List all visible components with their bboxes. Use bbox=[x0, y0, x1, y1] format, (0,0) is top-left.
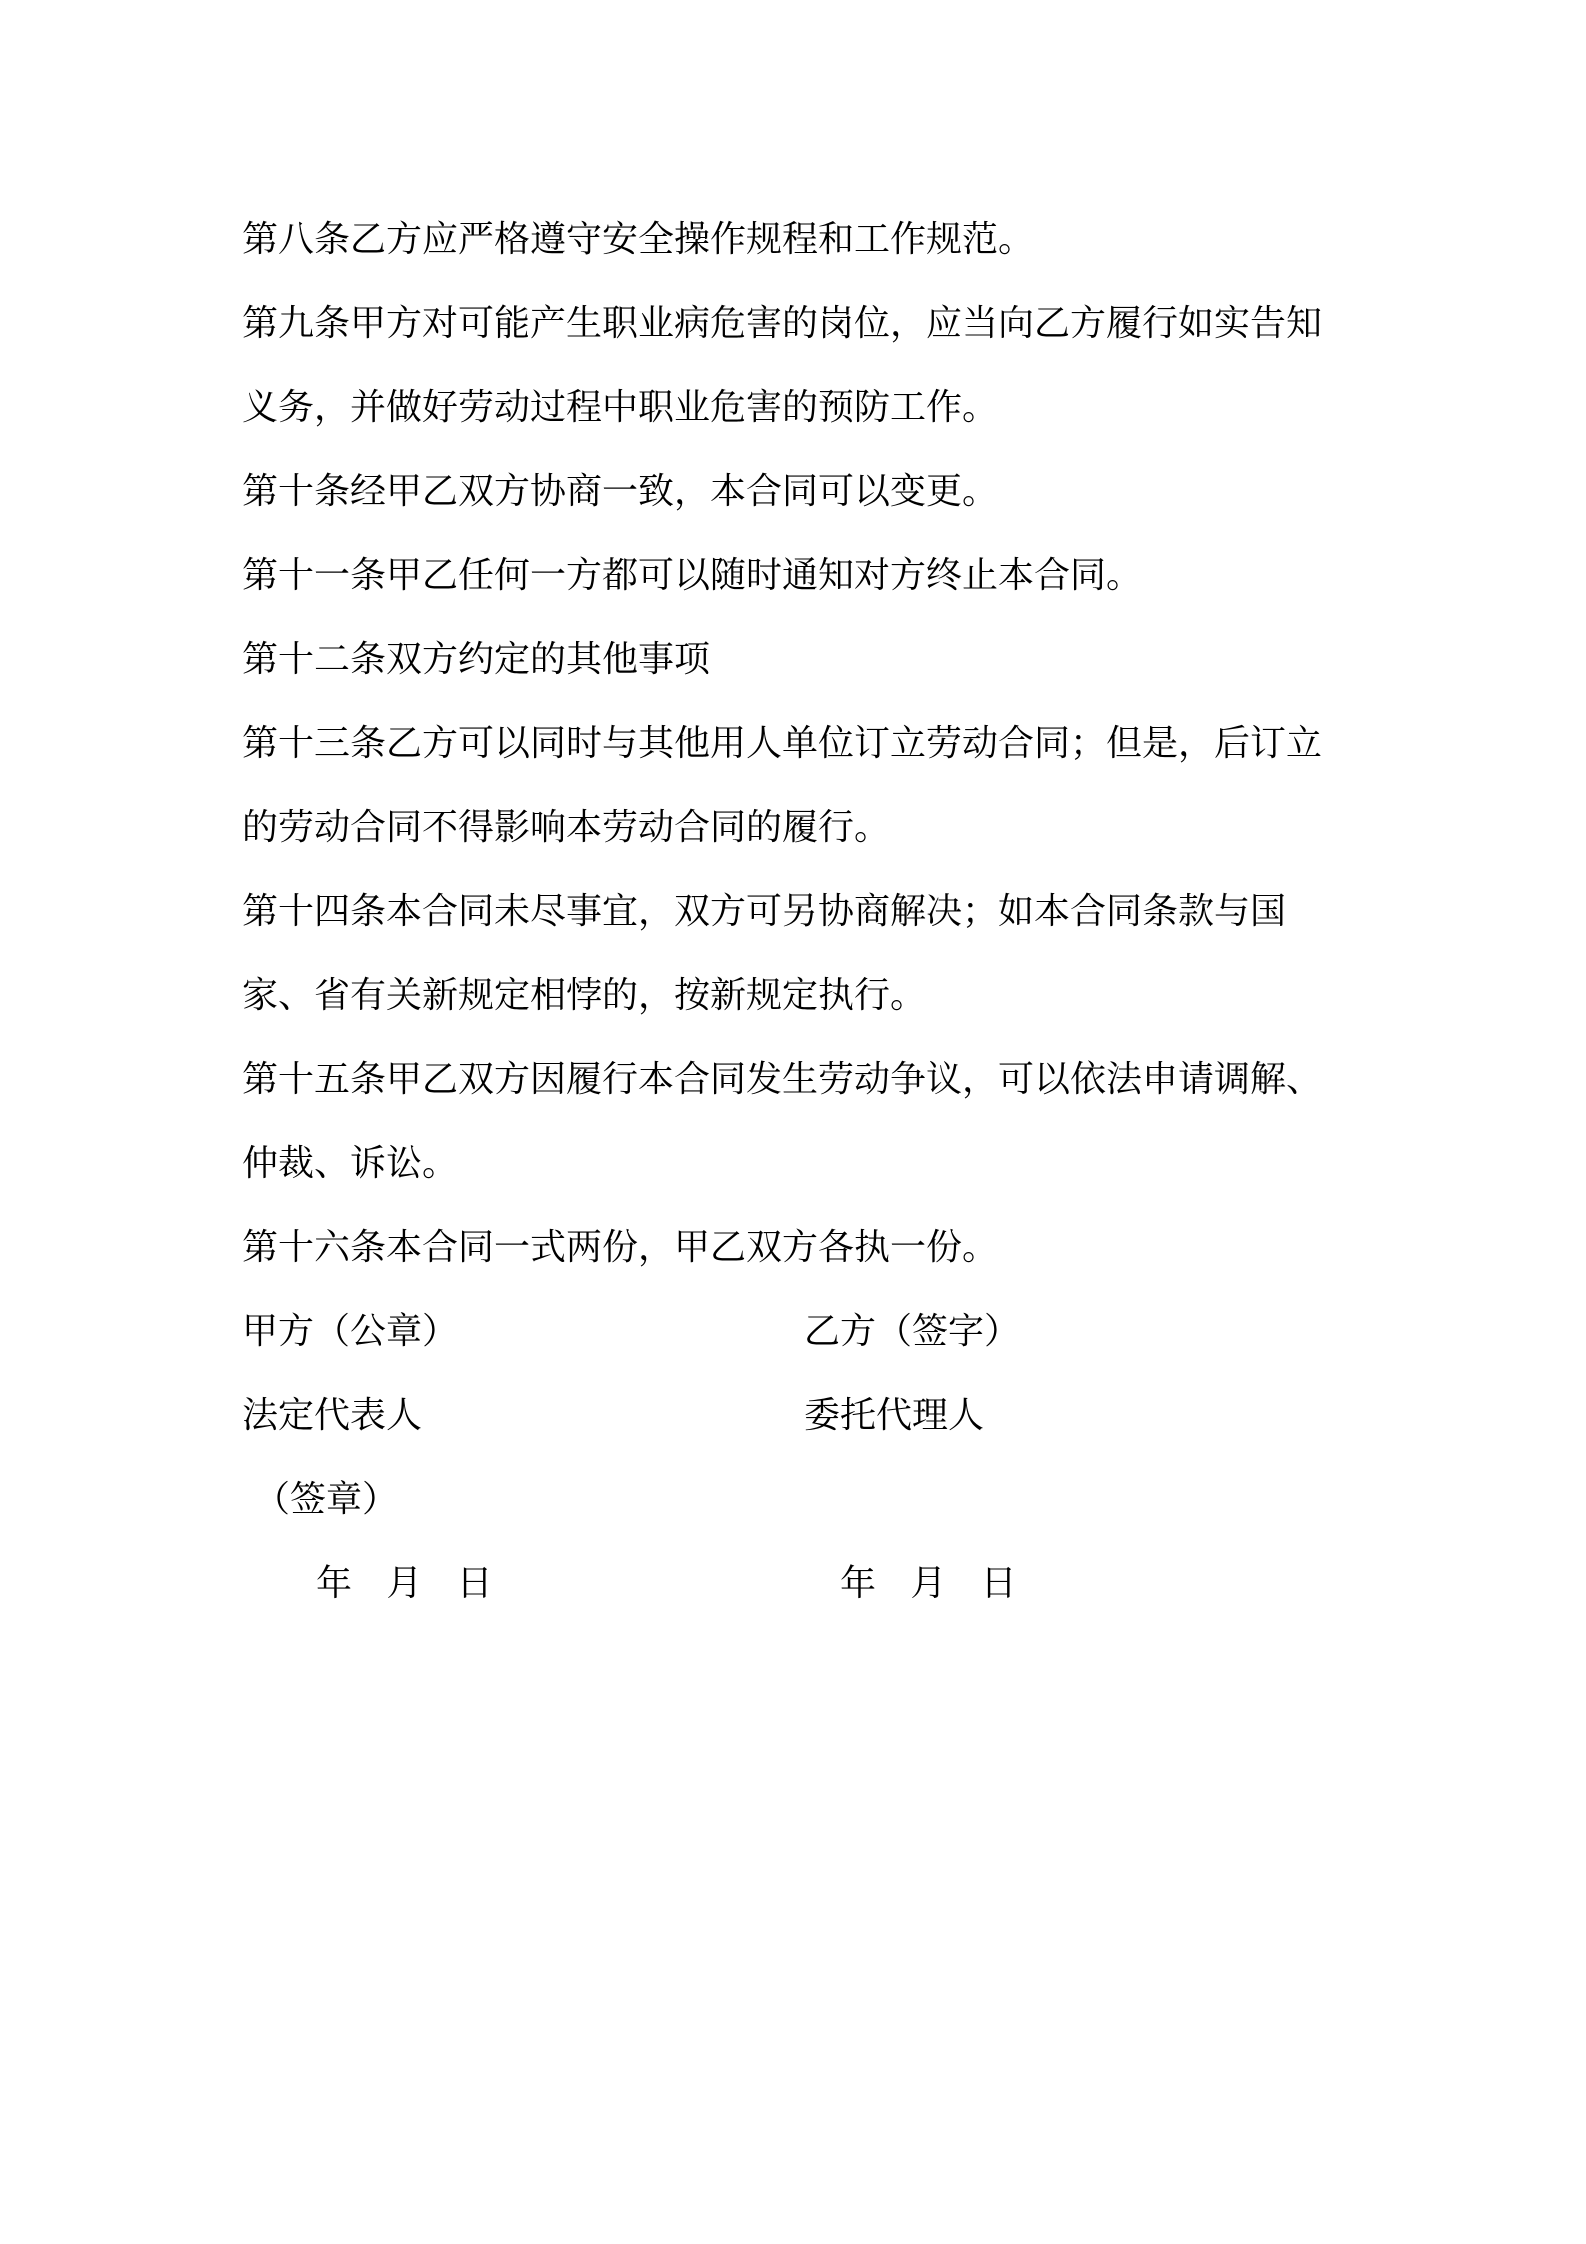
legal-representative-label: 法定代表人 bbox=[242, 1395, 423, 1436]
party-b-signature-label: 乙方（签字） bbox=[804, 1311, 1021, 1352]
article-11: 第十一条甲乙任何一方都可以随时通知对方终止本合同。 bbox=[242, 555, 1143, 596]
article-12: 第十二条双方约定的其他事项 bbox=[242, 639, 711, 680]
stamp-label: （签章） bbox=[254, 1479, 399, 1520]
signature-representatives-row bbox=[242, 1374, 1352, 1458]
date-row bbox=[242, 1542, 1352, 1626]
party-a-date: 年 月 日 bbox=[316, 1563, 493, 1604]
article-10: 第十条经甲乙双方协商一致，本合同可以变更。 bbox=[242, 471, 999, 512]
article-9: 第九条甲方对可能产生职业病危害的岗位，应当向乙方履行如实告知义务，并做好劳动过程中职业危害的预防工作。 bbox=[242, 303, 1323, 428]
authorized-agent-label: 委托代理人 bbox=[804, 1395, 985, 1436]
party-b-date: 年 月 日 bbox=[840, 1563, 1017, 1604]
signature-parties-row bbox=[242, 1290, 1352, 1374]
article-14: 第十四条本合同未尽事宜，双方可另协商解决；如本合同条款与国家、省有关新规定相悖的，按新规定执行。 bbox=[242, 891, 1287, 1016]
article-8: 第八条乙方应严格遵守安全操作规程和工作规范。 bbox=[242, 219, 1035, 260]
article-15: 第十五条甲乙双方因履行本合同发生劳动争议，可以依法申请调解、仲裁、诉讼。 bbox=[242, 1059, 1323, 1184]
contract-body bbox=[242, 198, 1352, 1626]
article-13: 第十三条乙方可以同时与其他用人单位订立劳动合同；但是，后订立的劳动合同不得影响本劳动合同的履行。 bbox=[242, 723, 1323, 848]
article-16: 第十六条本合同一式两份，甲乙双方各执一份。 bbox=[242, 1227, 999, 1268]
party-a-seal-label: 甲方（公章） bbox=[242, 1311, 459, 1352]
